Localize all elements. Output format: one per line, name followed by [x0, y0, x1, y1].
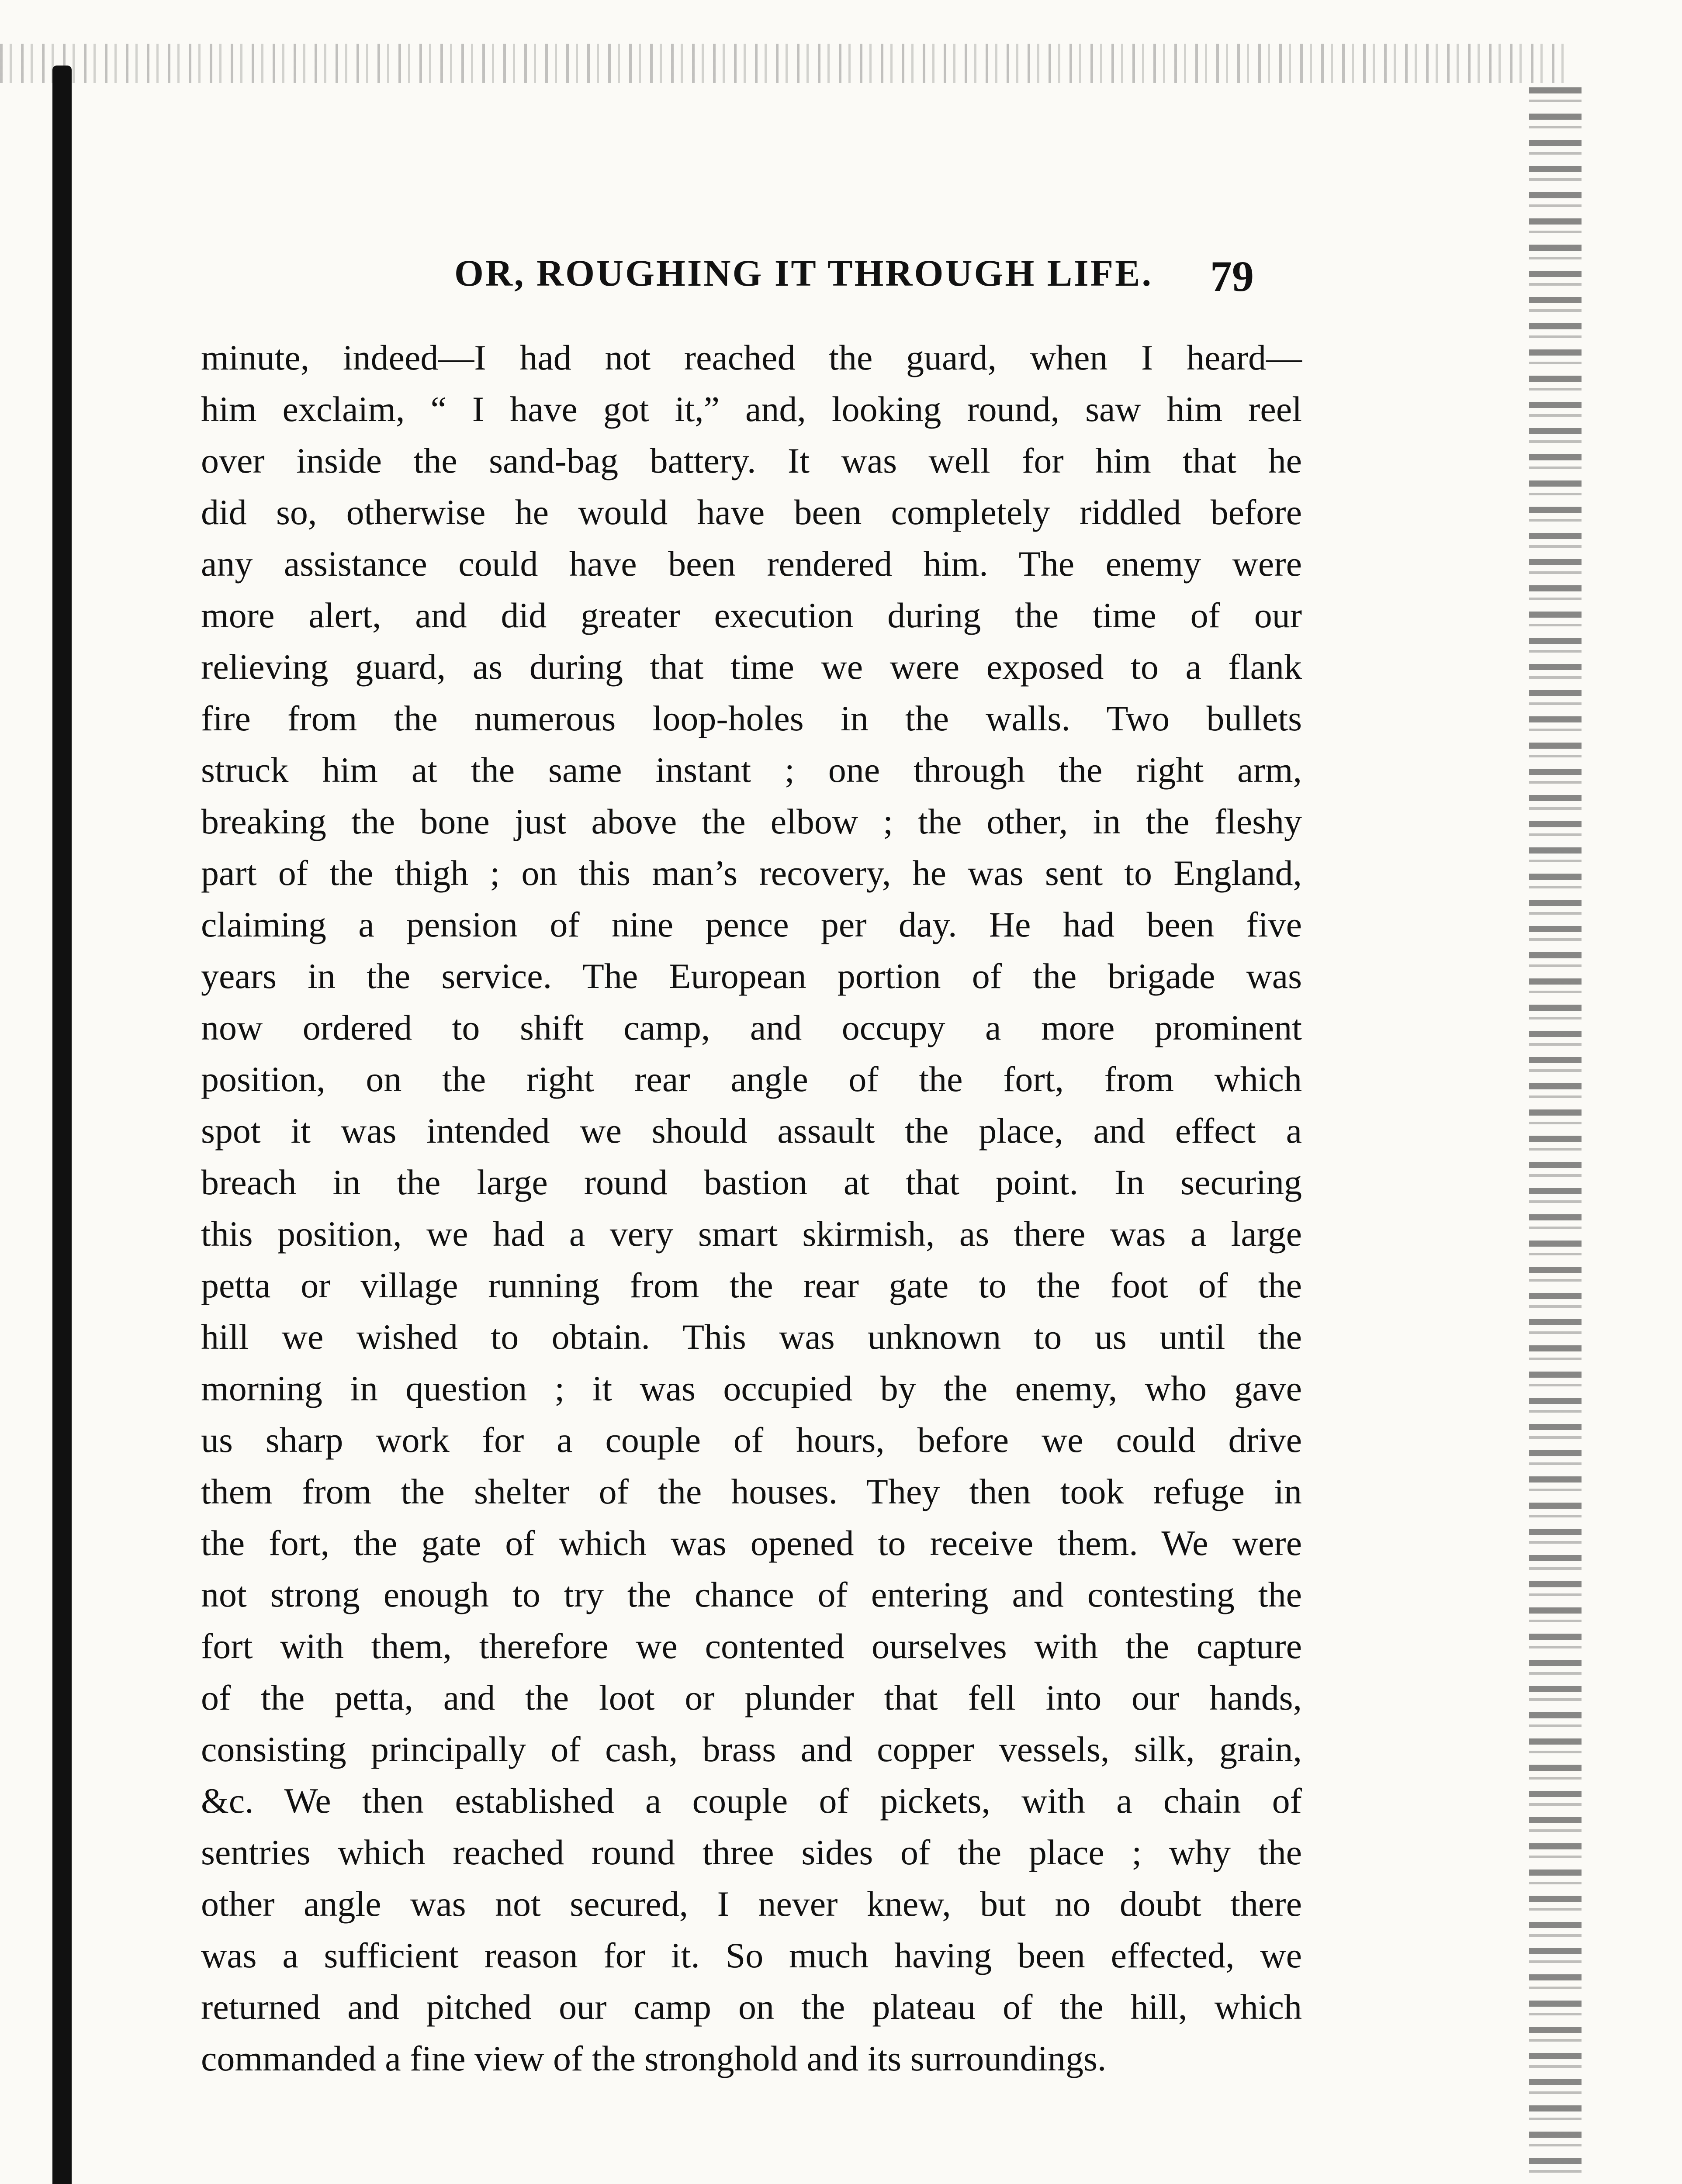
- text-line: morning in question ; it was occupied by the enemy, who gave: [201, 1368, 1302, 1408]
- text-line: commanded a fine view of the stronghold and its surroundings.: [201, 2039, 1107, 2078]
- scan-edge-left: [52, 66, 72, 2184]
- text-line: of the petta, and the loot or plunder that fell into our hands,: [201, 1678, 1302, 1717]
- text-line: over inside the sand-bag battery. It was well for him that he: [201, 441, 1302, 480]
- text-line: petta or village running from the rear gate to the foot of the: [201, 1265, 1302, 1305]
- text-line: this position, we had a very smart skirmish, as there was a large: [201, 1214, 1302, 1254]
- text-line: breach in the large round bastion at that point. In securing: [201, 1162, 1302, 1202]
- text-line: us sharp work for a couple of hours, before we could drive: [201, 1420, 1302, 1460]
- text-line: him exclaim, “ I have got it,” and, looking round, saw him reel: [201, 389, 1302, 429]
- text-line: struck him at the same instant ; one through the right arm,: [201, 750, 1302, 790]
- text-line: not strong enough to try the chance of entering and contesting the: [201, 1575, 1302, 1614]
- text-line: breaking the bone just above the elbow ; the other, in the fleshy: [201, 802, 1302, 841]
- text-line: &c. We then established a couple of pickets, with a chain of: [201, 1781, 1302, 1821]
- text-line: claiming a pension of nine pence per day. He had been five: [201, 905, 1302, 944]
- text-line: returned and pitched our camp on the plateau of the hill, which: [201, 1987, 1302, 2027]
- body-text: [201, 332, 1302, 2084]
- text-line: part of the thigh ; on this man’s recovery, he was sent to England,: [201, 853, 1302, 893]
- text-line: hill we wished to obtain. This was unknown to us until the: [201, 1317, 1302, 1357]
- text-line: now ordered to shift camp, and occupy a more prominent: [201, 1008, 1302, 1047]
- text-line: the fort, the gate of which was opened to receive them. We were: [201, 1523, 1302, 1563]
- text-line: fire from the numerous loop-holes in the walls. Two bullets: [201, 698, 1302, 738]
- text-line: them from the shelter of the houses. They then took refuge in: [201, 1472, 1302, 1511]
- text-line: years in the service. The European portion of the brigade was: [201, 956, 1302, 996]
- text-line: other angle was not secured, I never knew, but no doubt there: [201, 1884, 1302, 1924]
- text-line: more alert, and did greater execution during the time of our: [201, 595, 1302, 635]
- page-number: 79: [1210, 252, 1254, 301]
- text-line: position, on the right rear angle of the fort, from which: [201, 1059, 1302, 1099]
- scan-edge-top: [0, 44, 1573, 83]
- text-line: sentries which reached round three sides of the place ; why the: [201, 1832, 1302, 1872]
- text-line: spot it was intended we should assault the place, and effect a: [201, 1111, 1302, 1151]
- text-line: any assistance could have been rendered him. The enemy were: [201, 544, 1302, 584]
- scan-edge-right: [1529, 87, 1582, 2184]
- text-line: consisting principally of cash, brass and copper vessels, silk, grain,: [201, 1729, 1302, 1769]
- text-line: fort with them, therefore we contented ourselves with the capture: [201, 1626, 1302, 1666]
- text-line: relieving guard, as during that time we were exposed to a flank: [201, 647, 1302, 687]
- running-title: OR, ROUGHING IT THROUGH LIFE.: [454, 252, 1153, 294]
- text-line: did so, otherwise he would have been completely riddled before: [201, 492, 1302, 532]
- text-line: minute, indeed—I had not reached the guard, when I heard—: [201, 338, 1302, 377]
- text-line: was a sufficient reason for it. So much having been effected, we: [201, 1935, 1302, 1975]
